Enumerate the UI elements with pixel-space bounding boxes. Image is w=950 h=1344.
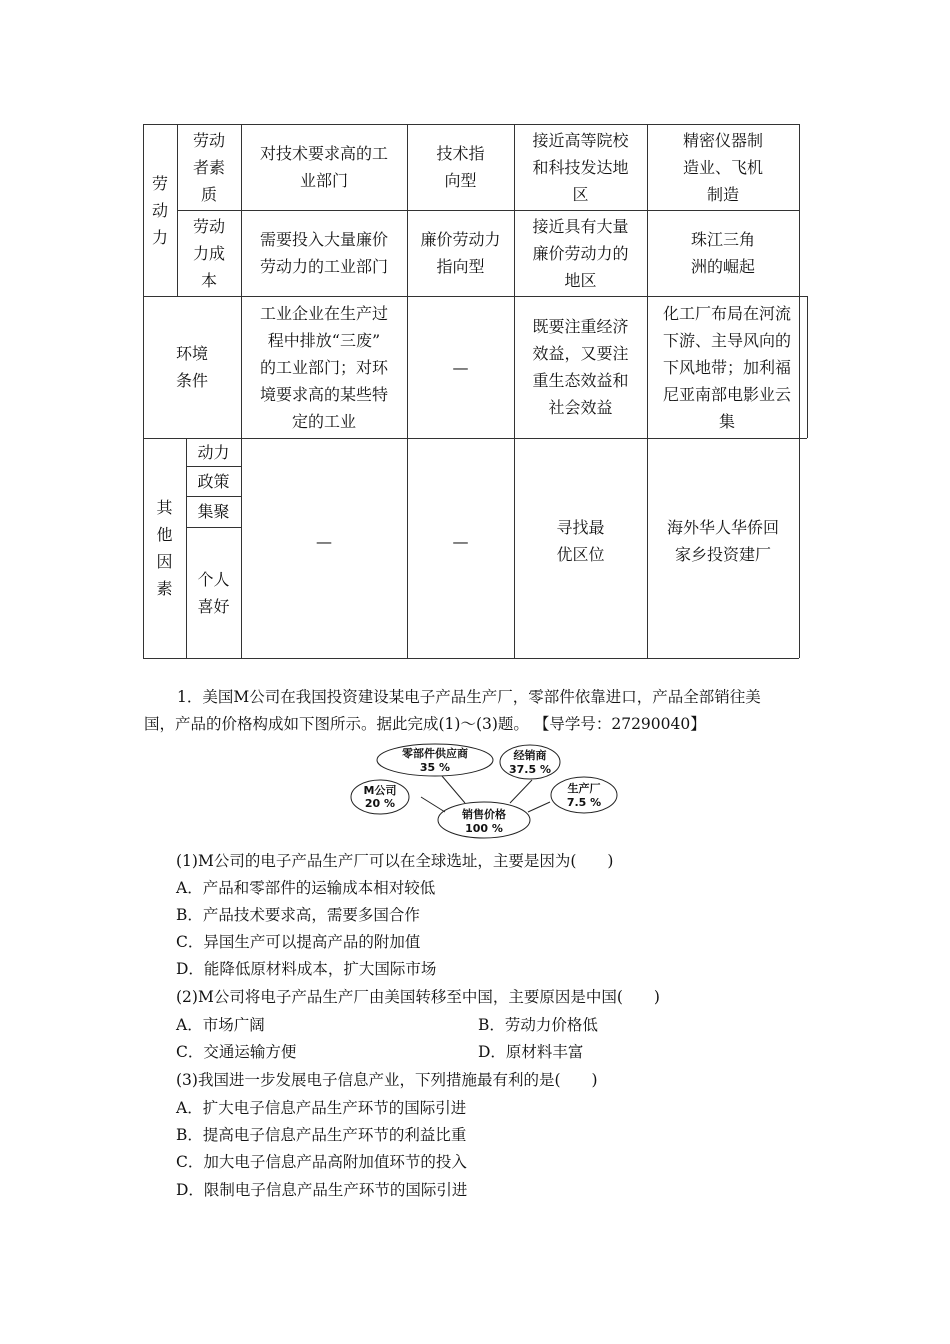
m-company-label: M公司 — [363, 784, 397, 797]
parts-supplier-label: 零部件供应商 — [402, 747, 468, 760]
industries-labor-quality: 对技术要求高的工 业部门 — [259, 144, 388, 190]
table-rule — [143, 658, 799, 659]
m-company-value: 20 % — [364, 797, 396, 810]
sub-question-2-stem: (2)M公司将电子产品生产厂由美国转移至中国，主要原因是中国( ) — [176, 988, 660, 1006]
industries-environment: 工业企业在生产过 程中排放“三废” 的工业部门；对环 境要求高的某些特 定的工业 — [259, 303, 388, 431]
sub-question-1-stem: (1)M公司的电子产品生产厂可以在全球选址，主要是因为( ) — [176, 852, 614, 870]
example-other: 海外华人华侨回 家乡投资建厂 — [666, 518, 779, 564]
sub-question-1-option-a: A．产品和零部件的运输成本相对较低 — [176, 879, 436, 897]
sales-price-value: 100 % — [465, 822, 503, 835]
sub-question-2-option-c: C．交通运输方便 — [176, 1043, 297, 1061]
factor-personal-preference: 个人 喜好 — [197, 569, 230, 616]
connector-line — [442, 776, 465, 803]
distributor-label: 经销商 — [513, 749, 547, 762]
industries-other: — — [316, 531, 332, 551]
factor-agglomeration: 集聚 — [197, 502, 230, 521]
location-labor-cost: 接近具有大量 廉价劳动力的 地区 — [532, 216, 629, 290]
category-labor: 劳 动 力 — [151, 173, 168, 247]
sub-question-1-option-b: B．产品技术要求高，需要多国合作 — [176, 906, 420, 924]
sub-question-3-option-b: B．提高电子信息产品生产环节的利益比重 — [176, 1126, 467, 1144]
example-environment: 化工厂布局在河流 下游、主导风向的 下风地带；加利福 尼亚南部电影业云 集 — [662, 303, 791, 431]
example-labor-quality: 精密仪器制 造业、飞机 制造 — [682, 130, 763, 204]
location-environment: 既要注重经济 效益，又要注 重生态效益和 社会效益 — [532, 317, 629, 417]
question-stem-line1: 1．美国M公司在我国投资建设某电子产品生产厂，零部件依靠进口，产品全部销往美 — [177, 688, 761, 706]
sub-question-3-option-a: A．扩大电子信息产品生产环节的国际引进 — [176, 1099, 467, 1117]
connector-line — [421, 797, 445, 812]
table-rule — [807, 296, 808, 438]
price-composition-diagram — [350, 740, 630, 840]
sub-question-2-option-b: B．劳动力价格低 — [478, 1016, 598, 1034]
orientation-labor-cost: 廉价劳动力 指向型 — [420, 230, 501, 276]
sub-question-1-option-c: C．异国生产可以提高产品的附加值 — [176, 933, 421, 951]
sub-question-3-option-d: D．限制电子信息产品生产环节的国际引进 — [176, 1181, 468, 1199]
factor-labor-cost: 劳动 力成 本 — [192, 216, 225, 290]
orientation-labor-quality: 技术指 向型 — [436, 144, 485, 190]
factor-power: 动力 — [197, 442, 230, 462]
connector-line — [528, 802, 550, 812]
location-labor-quality: 接近高等院校 和科技发达地 区 — [532, 130, 629, 204]
sales-price-label: 销售价格 — [462, 808, 506, 821]
factory-label: 生产厂 — [567, 782, 601, 795]
category-other: 其 他 因 素 — [156, 498, 173, 598]
industries-labor-cost: 需要投入大量廉价 劳动力的工业部门 — [259, 230, 388, 276]
distributor-value: 37.5 % — [509, 763, 551, 776]
sub-question-3-option-c: C．加大电子信息产品高附加值环节的投入 — [176, 1153, 467, 1171]
factory-value: 7.5 % — [566, 796, 602, 809]
sub-question-2-option-d: D．原材料丰富 — [478, 1043, 584, 1061]
connector-line — [510, 780, 532, 803]
factor-policy: 政策 — [197, 471, 230, 491]
location-other: 寻找最 优区位 — [556, 518, 605, 564]
orientation-other: — — [452, 531, 469, 551]
orientation-environment: — — [452, 357, 469, 377]
parts-supplier-value: 35 % — [419, 761, 451, 774]
question-stem-line2: 国，产品的价格构成如下图所示。据此完成(1)～(3)题。 【导学号：27290040】 — [144, 715, 706, 733]
sub-question-3-stem: (3)我国进一步发展电子信息产业，下列措施最有利的是( ) — [176, 1071, 598, 1089]
example-labor-cost: 珠江三角 洲的崛起 — [690, 230, 755, 276]
sub-question-1-option-d: D．能降低原材料成本，扩大国际市场 — [176, 960, 437, 978]
sub-question-2-option-a: A．市场广阔 — [176, 1016, 265, 1034]
factor-labor-quality: 劳动 者素 质 — [192, 130, 225, 204]
category-environment: 环境 条件 — [175, 344, 208, 390]
